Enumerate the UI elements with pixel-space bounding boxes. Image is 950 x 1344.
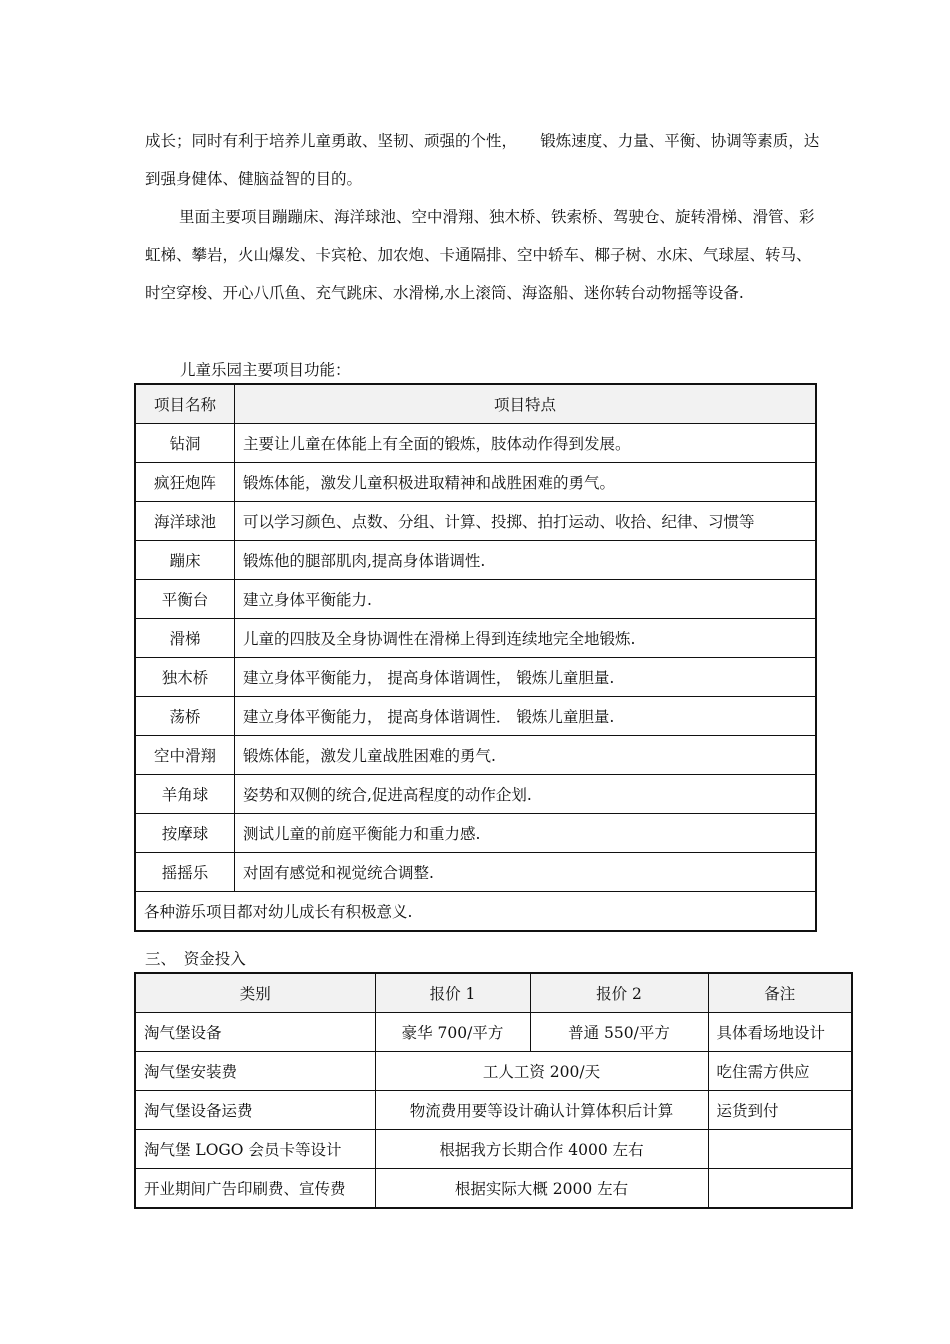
cost-price-1: 豪华 700/平方 bbox=[375, 1013, 530, 1052]
cost-category: 淘气堡设备 bbox=[135, 1013, 375, 1052]
item-feature: 姿势和双侧的统合,促进高程度的动作企划. bbox=[235, 775, 817, 814]
header-item-feature: 项目特点 bbox=[235, 384, 817, 424]
table-row bbox=[135, 1052, 852, 1091]
table-row bbox=[135, 619, 816, 658]
cost-note: 吃住需方供应 bbox=[708, 1052, 852, 1091]
table-header-row bbox=[135, 384, 816, 424]
cost-category: 开业期间广告印刷费、宣传费 bbox=[135, 1169, 375, 1209]
item-feature: 建立身体平衡能力， 提高身体谐调性． 锻炼儿童胆量. bbox=[235, 697, 817, 736]
item-feature: 可以学习颜色、点数、分组、计算、投掷、拍打运动、收拾、纪律、习惯等 bbox=[235, 502, 817, 541]
item-name: 羊角球 bbox=[135, 775, 235, 814]
section-title: 三、 资金投入 bbox=[145, 950, 246, 968]
cost-price: 根据我方长期合作 4000 左右 bbox=[375, 1130, 708, 1169]
equipment-paragraph: 里面主要项目蹦蹦床、海洋球池、空中滑翔、独木桥、铁索桥、驾驶仓、旋转滑梯、滑管、彩虹梯、攀岩，火山爆发、卡宾枪、加农炮、卡通隔排、空中轿车、椰子树、水床、气球屋、转马、时空穿梭、开心八爪鱼、充气跳床、水滑梯,水上滚筒、海盗船、迷你转台动物摇等设备. bbox=[145, 208, 815, 302]
item-name: 荡桥 bbox=[135, 697, 235, 736]
item-name: 按摩球 bbox=[135, 814, 235, 853]
table-row bbox=[135, 424, 816, 463]
cost-category: 淘气堡 LOGO 会员卡等设计 bbox=[135, 1130, 375, 1169]
header-price-1: 报价 1 bbox=[375, 973, 530, 1013]
table-row bbox=[135, 697, 816, 736]
table-row bbox=[135, 1130, 852, 1169]
cost-note: 具体看场地设计 bbox=[708, 1013, 852, 1052]
table-row bbox=[135, 1169, 852, 1209]
table-row bbox=[135, 502, 816, 541]
table-row bbox=[135, 463, 816, 502]
cost-price: 根据实际大概 2000 左右 bbox=[375, 1169, 708, 1209]
item-name: 滑梯 bbox=[135, 619, 235, 658]
cost-note: 运货到付 bbox=[708, 1091, 852, 1130]
cost-table bbox=[134, 972, 853, 1209]
item-feature: 对固有感觉和视觉统合调整. bbox=[235, 853, 817, 892]
item-name: 海洋球池 bbox=[135, 502, 235, 541]
item-feature: 建立身体平衡能力. bbox=[235, 580, 817, 619]
cost-note bbox=[708, 1130, 852, 1169]
cost-category: 淘气堡安装费 bbox=[135, 1052, 375, 1091]
item-name: 蹦床 bbox=[135, 541, 235, 580]
table-row bbox=[135, 736, 816, 775]
item-name: 摇摇乐 bbox=[135, 853, 235, 892]
table-row bbox=[135, 580, 816, 619]
features-caption: 儿童乐园主要项目功能： bbox=[180, 361, 351, 379]
item-name: 空中滑翔 bbox=[135, 736, 235, 775]
item-feature: 测试儿童的前庭平衡能力和重力感. bbox=[235, 814, 817, 853]
table-row bbox=[135, 853, 816, 892]
header-item-name: 项目名称 bbox=[135, 384, 235, 424]
table-row bbox=[135, 541, 816, 580]
header-category: 类别 bbox=[135, 973, 375, 1013]
item-feature: 锻炼他的腿部肌肉,提高身体谐调性. bbox=[235, 541, 817, 580]
item-name: 独木桥 bbox=[135, 658, 235, 697]
item-feature: 建立身体平衡能力， 提高身体谐调性， 锻炼儿童胆量. bbox=[235, 658, 817, 697]
item-feature: 儿童的四肢及全身协调性在滑梯上得到连续地完全地锻炼. bbox=[235, 619, 817, 658]
table-footer-row bbox=[135, 892, 816, 932]
item-name: 平衡台 bbox=[135, 580, 235, 619]
header-price-2: 报价 2 bbox=[530, 973, 708, 1013]
table-row bbox=[135, 814, 816, 853]
header-note: 备注 bbox=[708, 973, 852, 1013]
cost-price: 工人工资 200/天 bbox=[375, 1052, 708, 1091]
cost-note bbox=[708, 1169, 852, 1209]
table-row bbox=[135, 1091, 852, 1130]
table-row bbox=[135, 1013, 852, 1052]
table-row bbox=[135, 775, 816, 814]
cost-price: 物流费用要等设计确认计算体积后计算 bbox=[375, 1091, 708, 1130]
item-name: 疯狂炮阵 bbox=[135, 463, 235, 502]
item-feature: 锻炼体能，激发儿童积极进取精神和战胜困难的勇气。 bbox=[235, 463, 817, 502]
item-feature: 主要让儿童在体能上有全面的锻炼，肢体动作得到发展。 bbox=[235, 424, 817, 463]
cost-price-2: 普通 550/平方 bbox=[530, 1013, 708, 1052]
item-feature: 锻炼体能，激发儿童战胜困难的勇气. bbox=[235, 736, 817, 775]
intro-paragraph: 成长；同时有利于培养儿童勇敢、坚韧、顽强的个性， 锻炼速度、力量、平衡、协调等素质，达到强身健体、健脑益智的目的。 bbox=[145, 132, 820, 188]
table-header-row bbox=[135, 973, 852, 1013]
table-row bbox=[135, 658, 816, 697]
features-table bbox=[134, 383, 817, 932]
item-name: 钻洞 bbox=[135, 424, 235, 463]
cost-category: 淘气堡设备运费 bbox=[135, 1091, 375, 1130]
table-footer-note: 各种游乐项目都对幼儿成长有积极意义. bbox=[135, 892, 816, 932]
